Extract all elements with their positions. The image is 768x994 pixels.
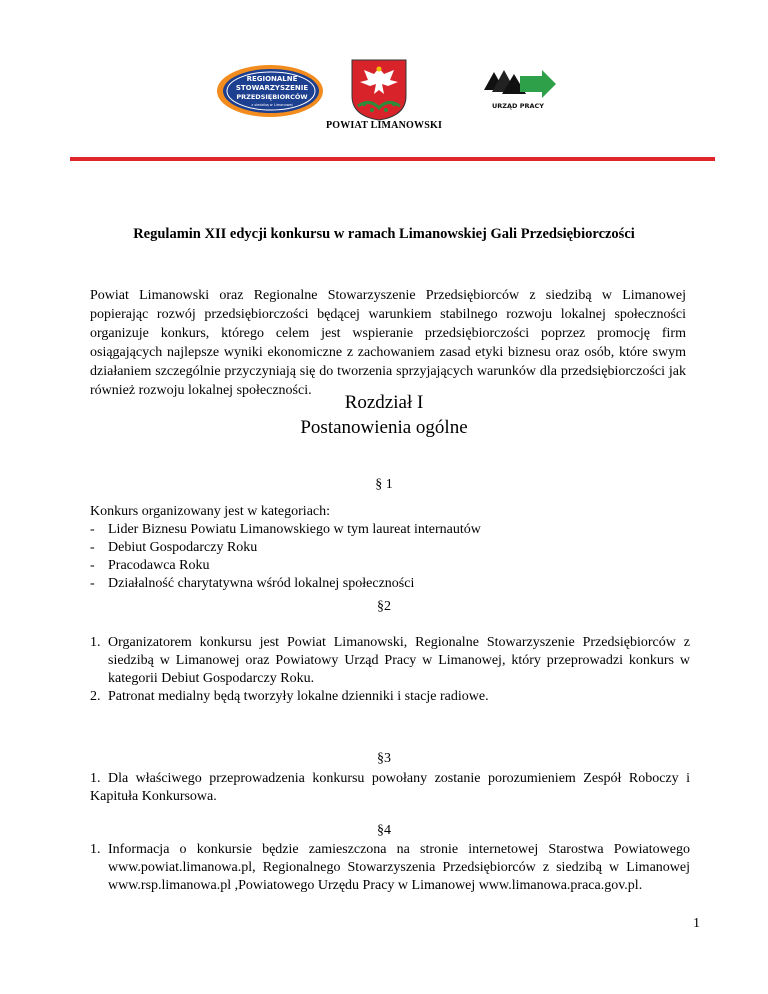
list-item: - Debiut Gospodarczy Roku (90, 540, 258, 555)
rsp-logo-line-3: PRZEDSIĘBIORCÓW (236, 93, 308, 101)
section-4-list (90, 841, 690, 895)
item-text: Patronat medialny będą tworzyły lokalne dzienniki i stacje radiowe. (108, 689, 489, 704)
rsp-logo-line-4: z siedzibą w Limanowej (251, 103, 293, 107)
section-4-mark: §4 (377, 823, 391, 838)
section-1-lead: Konkurs organizowany jest w kategoriach: (90, 504, 331, 519)
intro-paragraph: Powiat Limanowski oraz Regionalne Stowarzyszenie Przedsiębiorców z siedzibą w Limanowej popierając rozwój przedsiębiorczości będącej warunkiem stabilnego rozwoju lokalnej społeczności organizuje konkurs, którego celem jest wspieranie przedsiębiorczości poprzez promocję firm osiągających najlepsze wyniki ekonomiczne z zachowaniem zasad etyki biznesu oraz osób, które swym działaniem szczególnie przyczyniają się do tworzenia sprzyjających warunków dla przedsiębiorczości jak również rozwoju lokalnej społeczności. (90, 288, 686, 398)
item-text: Organizatorem konkursu jest Powiat Limanowski, Regionalne Stowarzyszenie Przedsiębiorców z siedzibą w Limanowej oraz Powiatowy Urząd Pracy w Limanowej, który przeprowadzi konkurs w kategorii Debiut Gospodarczy Roku. (108, 635, 690, 686)
rsp-logo (216, 64, 324, 118)
section-2-list (90, 634, 690, 706)
rsp-logo-line-2: STOWARZYSZENIE (235, 84, 309, 92)
urzad-pracy-caption: URZĄD PRACY (492, 102, 544, 110)
category-label: Działalność charytatywna wśród lokalnej społeczności (108, 576, 415, 591)
section-2 (90, 634, 690, 706)
chapter-name: Postanowienia ogólne (300, 417, 468, 438)
list-item: - Lider Biznesu Powiatu Limanowskiego w tym laureat internautów (90, 522, 481, 537)
urzad-pracy-logo (480, 62, 558, 112)
list-item: 1. Informacja o konkursie będzie zamieszczona na stronie internetowej Starostwa Powiatowego www.powiat.limanowa.pl, Regionalnego Stowarzyszenia Przedsiębiorców z siedzibą w Limanowej www.rsp.limanowa.pl ,Powiatowego Urzędu Pracy w Limanowej www.limanowa.praca.gov.pl. (90, 842, 690, 893)
powiat-caption: POWIAT LIMANOWSKI (325, 120, 443, 131)
category-label: Pracodawca Roku (108, 558, 210, 573)
document-title: Regulamin XII edycji konkursu w ramach Limanowskiej Gali Przedsiębiorczości (133, 226, 635, 242)
list-item: 1. Organizatorem konkursu jest Powiat Limanowski, Regionalne Stowarzyszenie Przedsiębiorców z siedzibą w Limanowej oraz Powiatowy Urząd Pracy w Limanowej, który przeprowadzi konkurs w kategorii Debiut Gospodarczy Roku. (90, 635, 690, 686)
section-2-mark: §2 (377, 599, 391, 614)
category-label: Lider Biznesu Powiatu Limanowskiego w tym laureat internautów (108, 522, 481, 537)
category-list (90, 521, 690, 593)
list-item: 2. Patronat medialny będą tworzyły lokalne dzienniki i stacje radiowe. (90, 689, 489, 704)
powiat-crest-icon (350, 58, 408, 122)
header-logos (0, 52, 768, 124)
rsp-logo-line-1: REGIONALNE (246, 75, 298, 83)
item-text: Informacja o konkursie będzie zamieszczona na stronie internetowej Starostwa Powiatowego www.powiat.limanowa.pl, Regionalnego Stowarzyszenia Przedsiębiorców z siedzibą w Limanowej www.rsp.limanowa.pl ,Powiatowego Urzędu Pracy w Limanowej www.limanowa.praca.gov.pl. (108, 842, 690, 893)
section-3-mark: §3 (377, 751, 391, 766)
section-1 (90, 503, 690, 593)
list-item: - Pracodawca Roku (90, 558, 210, 573)
section-1-mark: § 1 (375, 477, 393, 492)
chapter-number: Rozdział I (344, 392, 424, 413)
section-3-text: 1. Dla właściwego przeprowadzenia konkursu powołany zostanie porozumieniem Zespół Roboczy i Kapituła Konkursowa. (90, 771, 690, 804)
section-4 (90, 841, 690, 895)
category-label: Debiut Gospodarczy Roku (108, 540, 258, 555)
list-item: - Działalność charytatywna wśród lokalnej społeczności (90, 576, 415, 591)
page-number: 1 (693, 916, 700, 931)
header-divider (70, 157, 715, 161)
